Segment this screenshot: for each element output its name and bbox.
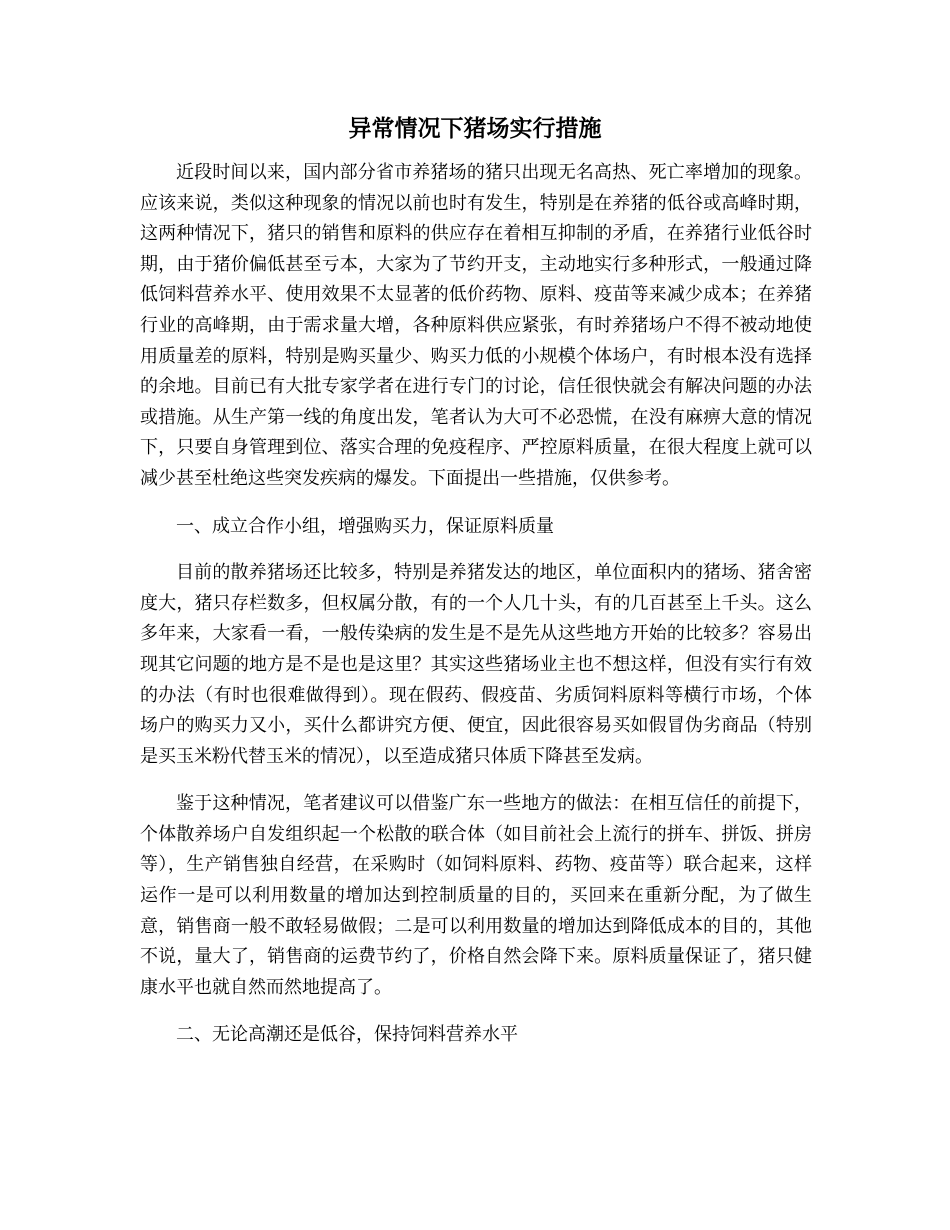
section-heading-2: 二、无论高潮还是低谷，保持饲料营养水平 — [176, 1024, 518, 1046]
document-title: 异常情况下猪场实行措施 — [348, 116, 602, 142]
section-heading-1: 一、成立合作小组，增强购买力，保证原料质量 — [176, 515, 554, 537]
document-body — [140, 158, 812, 1067]
section-1-paragraph-1: 目前的散养猪场还比较多，特别是养猪发达的地区，单位面积内的猪场、猪舍密度大，猪只存栏数多，但权属分散，有的一个人几十头，有的几百甚至上千头。这么多年来，大家看一看，一般传染病的发生是不是先从这些地方开始的比较多？容易出现其它问题的地方是不是也是这里？其实这些猪场业主也不想这样，但没有实行有效的办法（有时也很难做得到）。现在假药、假疫苗、劣质饲料原料等横行市场，个体场户的购买力又小，买什么都讲究方便、便宜，因此很容易买如假冒伪劣商品（特别是买玉米粉代替玉米的情况），以至造成猪只体质下降甚至发病。 — [140, 562, 812, 767]
section-1-paragraph-2: 鉴于这种情况，笔者建议可以借鉴广东一些地方的做法：在相互信任的前提下，个体散养场户自发组织起一个松散的联合体（如目前社会上流行的拼车、拼饭、拼房等），生产销售独自经营，在采购时（如饲料原料、药物、疫苗等）联合起来，这样运作一是可以利用数量的增加达到控制质量的目的，买回来在重新分配，为了做生意，销售商一般不敢轻易做假；二是可以利用数量的增加达到降低成本的目的，其他不说，量大了，销售商的运费节约了，价格自然会降下来。原料质量保证了，猪只健康水平也就自然而然地提高了。 — [140, 793, 812, 998]
intro-paragraph: 近段时间以来，国内部分省市养猪场的猪只出现无名高热、死亡率增加的现象。应该来说，类似这种现象的情况以前也时有发生，特别是在养猪的低谷或高峰时期，这两种情况下，猪只的销售和原料的供应存在着相互抑制的矛盾，在养猪行业低谷时期，由于猪价偏低甚至亏本，大家为了节约开支，主动地实行多种形式，一般通过降低饲料营养水平、使用效果不太显著的低价药物、原料、疫苗等来减少成本；在养猪行业的高峰期，由于需求量大增，各种原料供应紧张，有时养猪场户不得不被动地使用质量差的原料，特别是购买量少、购买力低的小规模个体场户，有时根本没有选择的余地。目前已有大批专家学者在进行专门的讨论，信任很快就会有解决问题的办法或措施。从生产第一线的角度出发，笔者认为大可不必恐慌，在没有麻痹大意的情况下，只要自身管理到位、落实合理的免疫程序、严控原料质量，在很大程度上就可以减少甚至杜绝这些突发疾病的爆发。下面提出一些措施，仅供参考。 — [140, 162, 812, 489]
